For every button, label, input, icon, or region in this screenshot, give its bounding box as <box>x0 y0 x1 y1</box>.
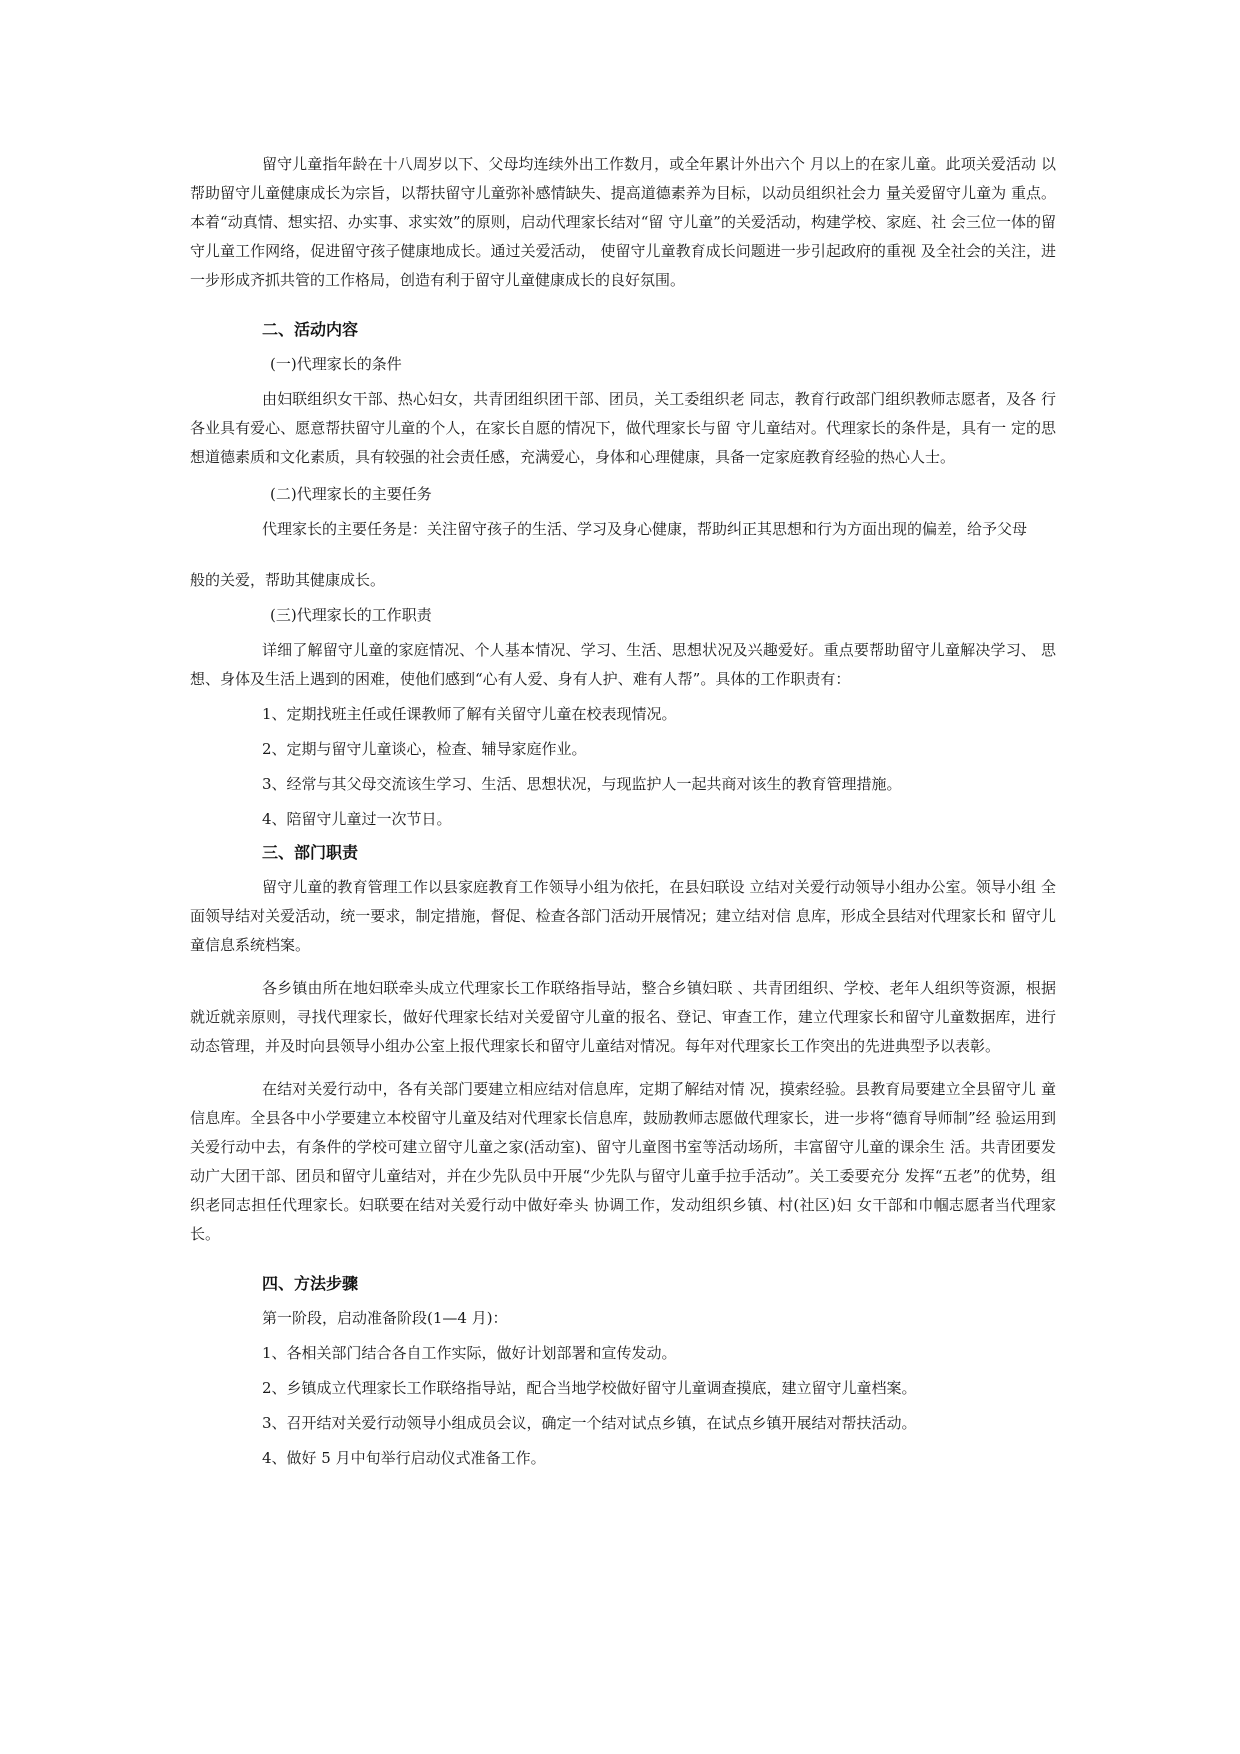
duty-item: 2、定期与留守儿童谈心，检查、辅导家庭作业。 <box>262 740 587 758</box>
section-heading-department-duties: 三、部门职责 <box>262 843 359 862</box>
subheading-agent-parent-conditions: (一)代理家长的条件 <box>270 355 402 373</box>
paragraph-agent-parent-tasks-a: 代理家长的主要任务是：关注留守孩子的生活、学习及身心健康，帮助纠正其思想和行为方面出现的偏差，给予父母 <box>262 520 1028 538</box>
subheading-agent-parent-tasks: (二)代理家长的主要任务 <box>270 485 432 503</box>
step-item: 1、各相关部门结合各自工作实际，做好计划部署和宣传发动。 <box>262 1344 677 1362</box>
duty-item: 4、陪留守儿童过一次节日。 <box>262 810 452 828</box>
section-heading-activity-content: 二、活动内容 <box>262 320 359 339</box>
subheading-agent-parent-duties: (三)代理家长的工作职责 <box>270 606 432 624</box>
paragraph-agent-parent-duties: 详细了解留守儿童的家庭情况、个人基本情况、学习、生活、思想状况及兴趣爱好。重点要帮助留守儿童解决学习、 思想、身体及生活上遇到的困难，使他们感到“心有人爱、身有人护、难有人帮”。具体的工作职责有： <box>190 641 1056 688</box>
duty-item: 3、经常与其父母交流该生学习、生活、思想状况，与现监护人一起共商对该生的教育管理措施。 <box>262 775 902 793</box>
paragraph-agent-parent-tasks-b: 般的关爱，帮助其健康成长。 <box>190 571 386 589</box>
intro-paragraph: 留守儿童指年龄在十八周岁以下、父母均连续外出工作数月，或全年累计外出六个 月以上的在家儿童。此项关爱活动 以帮助留守儿童健康成长为宗旨，以帮扶留守儿童弥补感情缺失、提高道德素养为目标，以动员组织社会力 量关爱留守儿童为 重点。本着“动真情、想实招、办实事、求实效”的原则，启动代理家长结对“留 守儿童”的关爱活动，构建学校、家庭、社 会三位一体的留守儿童工作网络，促进留守孩子健康地成长。通过关爱活动， 使留守儿童教育成长问题进一步引起政府的重视 及全社会的关注，进一步形成齐抓共管的工作格局，创造有利于留守儿童健康成长的良好氛围。 <box>190 155 1056 289</box>
paragraph-department-duties: 留守儿童的教育管理工作以县家庭教育工作领导小组为依托，在县妇联设 立结对关爱行动领导小组办公室。领导小组 全面领导结对关爱活动，统一要求，制定措施，督促、检查各部门活动开展情况；建立结对信 息库，形成全县结对代理家长和 留守儿童信息系统档案。 <box>190 878 1056 954</box>
step-item: 3、召开结对关爱行动领导小组成员会议，确定一个结对试点乡镇，在试点乡镇开展结对帮扶活动。 <box>262 1414 917 1432</box>
step-item: 2、乡镇成立代理家长工作联络指导站，配合当地学校做好留守儿童调查摸底，建立留守儿童档案。 <box>262 1379 917 1397</box>
duty-item: 1、定期找班主任或任课教师了解有关留守儿童在校表现情况。 <box>262 705 677 723</box>
step-item: 4、做好 5 月中旬举行启动仪式准备工作。 <box>262 1449 546 1467</box>
section-heading-methods-steps: 四、方法步骤 <box>262 1274 359 1293</box>
paragraph-agent-parent-conditions: 由妇联组织女干部、热心妇女，共青团组织团干部、团员，关工委组织老 同志，教育行政部门组织教师志愿者，及各 行各业具有爱心、愿意帮扶留守儿童的个人，在家长自愿的情况下，做代理家长与留 守儿童结对。代理家长的条件是，具有一 定的思想道德素质和文化素质，具有较强的社会责任感，充满爱心，身体和心理健康，具备一定家庭教育经验的热心人士。 <box>190 390 1056 466</box>
paragraph-department-duties: 在结对关爱行动中，各有关部门要建立相应结对信息库，定期了解结对情 况，摸索经验。县教育局要建立全县留守儿 童信息库。全县各中小学要建立本校留守儿童及结对代理家长信息库，鼓励教师志愿做代理家长，进一步将“德育导师制”经 验运用到关爱行动中去，有条件的学校可建立留守儿童之家(活动室)、留守儿童图书室等活动场所，丰富留守儿童的课余生 活。共青团要发动广大团干部、团员和留守儿童结对，并在少先队员中开展“少先队与留守儿童手拉手活动”。关工委要充分 发挥“五老”的优势，组织老同志担任代理家长。妇联要在结对关爱行动中做好牵头 协调工作，发动组织乡镇、村(社区)妇 女干部和巾帼志愿者当代理家长。 <box>190 1080 1056 1243</box>
document-page <box>190 150 1056 1473</box>
paragraph-department-duties: 各乡镇由所在地妇联牵头成立代理家长工作联络指导站，整合乡镇妇联 、共青团组织、学校、老年人组织等资源，根据就近就亲原则，寻找代理家长，做好代理家长结对关爱留守儿童的报名、登记、审查工作，建立代理家长和留守儿童数据库，进行动态管理，并及时向县领导小组办公室上报代理家长和留守儿童结对情况。每年对代理家长工作突出的先进典型予以表彰。 <box>190 979 1056 1055</box>
stage-title: 第一阶段，启动准备阶段(1—4 月)： <box>262 1309 508 1327</box>
